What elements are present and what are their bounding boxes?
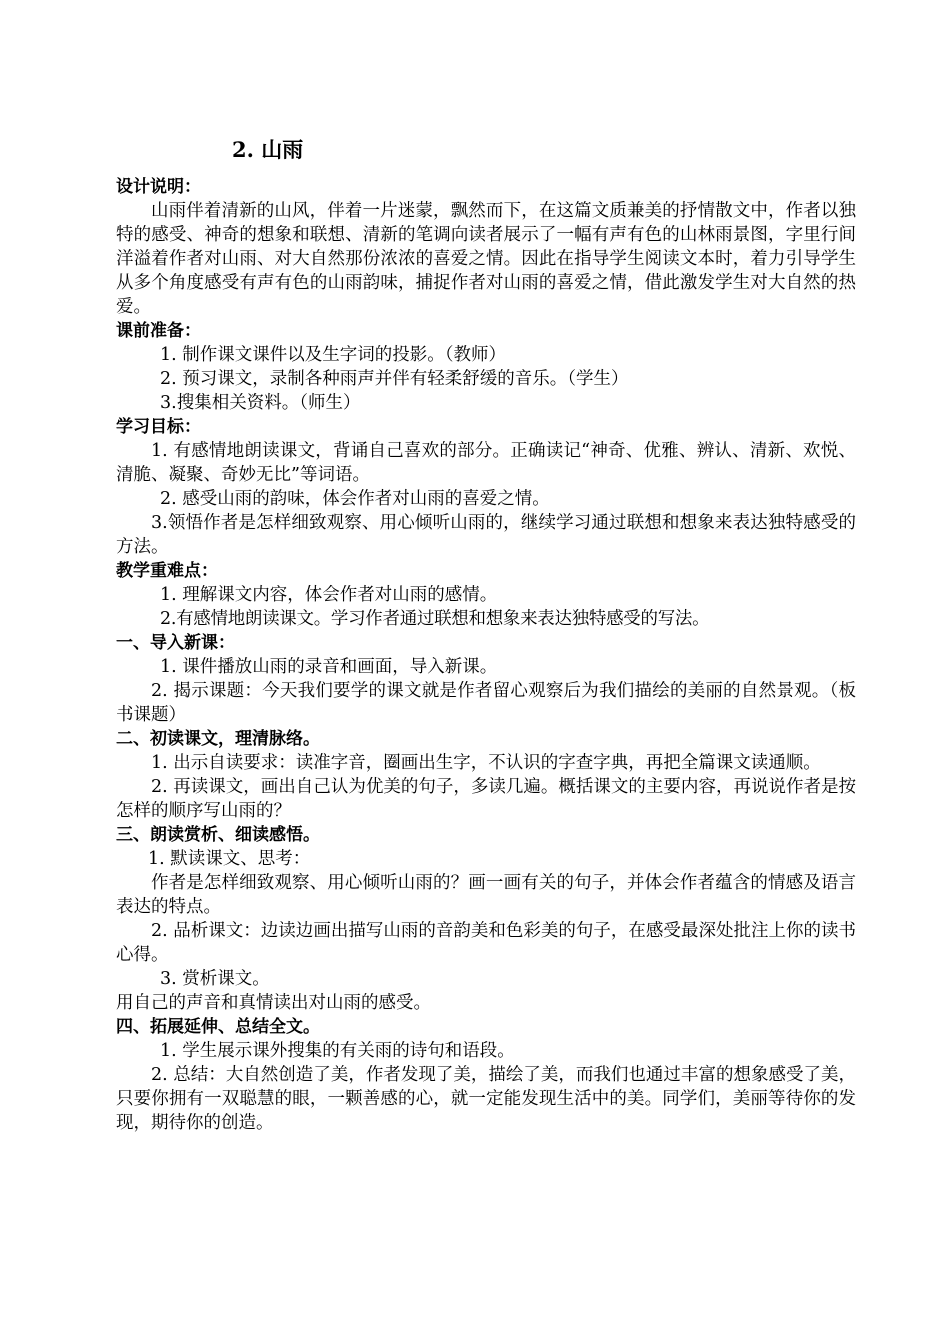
- prep-item: 1. 制作课文课件以及生字词的投影。（教师）: [160, 345, 507, 365]
- part2-heading: 二、初读课文，理清脉络。: [116, 729, 320, 749]
- part3-item: 1. 默读课文、思考：: [148, 849, 311, 869]
- part2-item: 1. 出示自读要求：读准字音，圈画出生字，不认识的字查字典，再把全篇课文读通顺。: [151, 753, 821, 773]
- goals-heading: 学习目标：: [116, 417, 201, 437]
- part3-item: 2. 品析课文：边读边画出描写山雨的音韵美和色彩美的句子，在感受最深处批注上你的读书心得。: [116, 921, 856, 965]
- prep-item: 3.搜集相关资料。（师生）: [160, 393, 361, 413]
- focus-heading: 教学重难点：: [116, 561, 218, 581]
- goal-item: 3.领悟作者是怎样细致观察、用心倾听山雨的，继续学习通过联想和想象来表达独特感受的方法。: [116, 513, 856, 557]
- part1-heading: 一、导入新课：: [116, 633, 235, 653]
- part3-item-text: 用自己的声音和真情读出对山雨的感受。: [116, 993, 431, 1013]
- part4-item: 1. 学生展示课外搜集的有关雨的诗句和语段。: [160, 1041, 515, 1061]
- part2-item: 2. 再读课文，画出自己认为优美的句子，多读几遍。概括课文的主要内容，再说说作者是按怎样的顺序写山雨的？: [116, 777, 856, 821]
- focus-item: 1. 理解课文内容，体会作者对山雨的感情。: [160, 585, 498, 605]
- part3-heading: 三、朗读赏析、细读感悟。: [116, 825, 320, 845]
- design-paragraph: 山雨伴着清新的山风，伴着一片迷蒙，飘然而下，在这篇文质兼美的抒情散文中，作者以独特的感受、神奇的想象和联想、清新的笔调向读者展示了一幅有声有色的山林雨景图，字里行间洋溢着作者对山雨、对大自然那份浓浓的喜爱之情。因此在指导学生阅读文本时，着力引导学生从多个角度感受有声有色的山雨韵味，捕捉作者对山雨的喜爱之情，借此激发学生对大自然的热爱。: [116, 201, 856, 317]
- part3-item-text: 作者是怎样细致观察、用心倾听山雨的？画一画有关的句子，并体会作者蕴含的情感及语言表达的特点。: [116, 873, 856, 917]
- prep-heading: 课前准备：: [116, 321, 201, 341]
- part4-heading: 四、拓展延伸、总结全文。: [116, 1017, 320, 1037]
- goal-item: 1. 有感情地朗读课文，背诵自己喜欢的部分。正确读记“神奇、优雅、辨认、清新、欢悦、清脆、凝聚、奇妙无比”等词语。: [116, 441, 856, 485]
- part1-item: 2. 揭示课题：今天我们要学的课文就是作者留心观察后为我们描绘的美丽的自然景观。（板书课题）: [116, 681, 856, 725]
- goal-item: 2. 感受山雨的韵味，体会作者对山雨的喜爱之情。: [160, 489, 550, 509]
- prep-item: 2. 预习课文，录制各种雨声并伴有轻柔舒缓的音乐。（学生）: [160, 369, 629, 389]
- document-title: 2. 山雨: [232, 137, 304, 162]
- part4-item: 2. 总结：大自然创造了美，作者发现了美，描绘了美，而我们也通过丰富的想象感受了美，只要你拥有一双聪慧的眼，一颗善感的心，就一定能发现生活中的美。同学们，美丽等待你的发现，期待你的创造。: [116, 1065, 856, 1133]
- part3-item: 3. 赏析课文。: [160, 969, 270, 989]
- focus-item: 2.有感情地朗读课文。学习作者通过联想和想象来表达独特感受的写法。: [160, 609, 710, 629]
- design-heading: 设计说明：: [116, 177, 201, 197]
- part1-item: 1. 课件播放山雨的录音和画面，导入新课。: [160, 657, 498, 677]
- document-body: [116, 175, 856, 1135]
